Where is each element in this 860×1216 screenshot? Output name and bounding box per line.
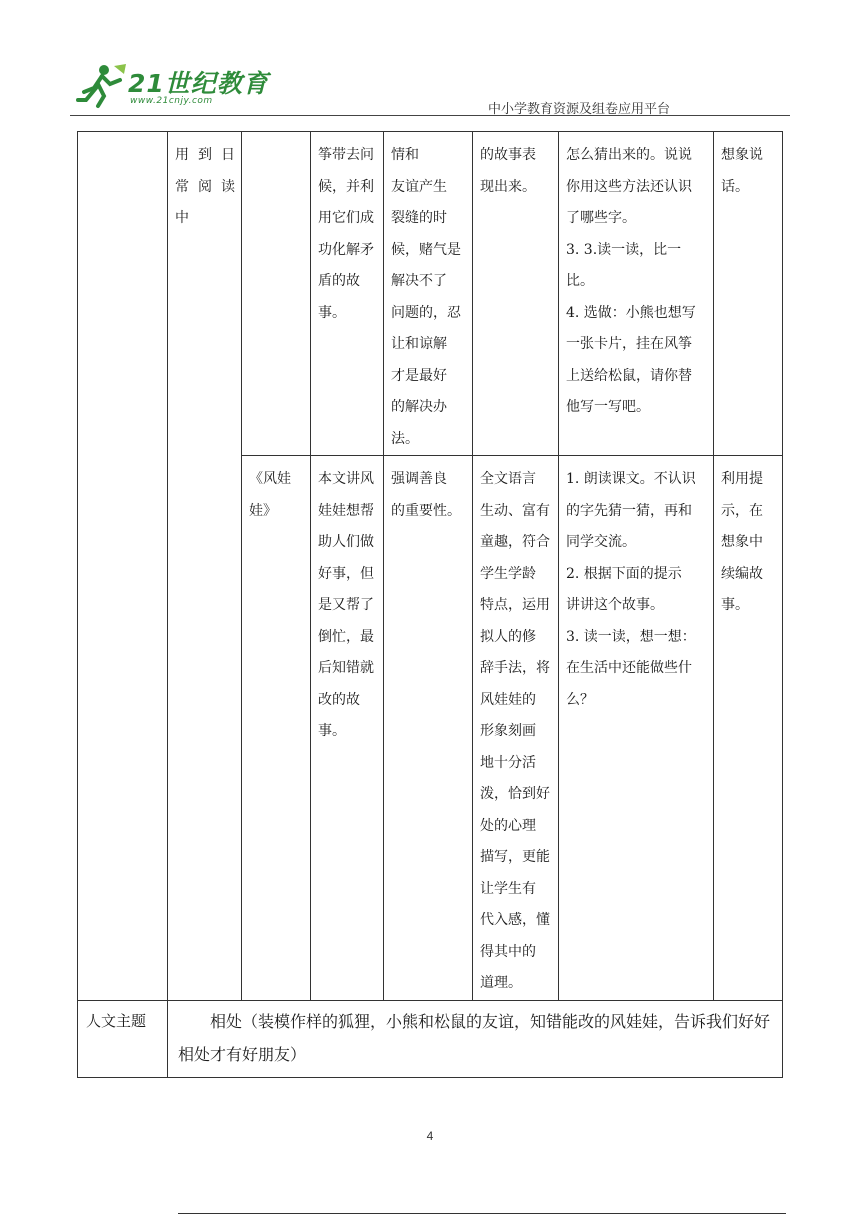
- practice-line: 讲讲这个故事。: [566, 597, 664, 613]
- lesson-title-line: 《风娃: [249, 471, 291, 487]
- feature-line: 童趣，符合: [480, 534, 550, 550]
- practice-line: 怎么猜出来的。说说: [566, 147, 692, 163]
- empty-cell: [78, 132, 168, 1001]
- feature-line: 泼，恰到好: [480, 786, 550, 802]
- feature-line: 代入感，懂: [480, 912, 550, 928]
- feature-line: 辞手法，将: [480, 660, 550, 676]
- theme-line: 让和谅解: [391, 336, 447, 352]
- content-line: 改的故: [318, 691, 360, 708]
- feature-line: 现出来。: [480, 178, 536, 195]
- feature-line: 全文语言: [480, 471, 536, 487]
- content-line: 助人们做: [318, 534, 374, 550]
- lesson-table: [77, 131, 783, 1078]
- feature-line: 的故事表: [480, 147, 536, 163]
- practice-line: 么？: [566, 691, 594, 708]
- content-line: 事。: [318, 304, 346, 321]
- practice-line: 上送给松鼠，请你替: [566, 367, 692, 384]
- theme-line: 解决不了: [391, 273, 447, 289]
- footer-divider: [178, 1213, 786, 1214]
- practice-line: 3. 3.读一读，比一: [566, 241, 682, 258]
- feature-line: 描写，更能: [480, 849, 550, 865]
- extension-line: 利用提: [721, 471, 763, 487]
- feature-line: 拟人的修: [480, 628, 536, 645]
- theme-line: 问题的，忍: [391, 304, 461, 321]
- extension-line: 想象中: [721, 534, 763, 550]
- page-header: [70, 60, 790, 116]
- practice-line: 4. 选做：小熊也想写: [566, 304, 696, 321]
- feature-line: 处的心理: [480, 817, 536, 834]
- feature-cell: [473, 132, 559, 456]
- title-cell: [242, 132, 311, 456]
- theme-line: 才是最好: [391, 367, 447, 384]
- goal-cell: [168, 132, 242, 1001]
- content-line: 事。: [318, 723, 346, 739]
- feature-line: 学生学龄: [480, 565, 536, 582]
- practice-line: 了哪些字。: [566, 210, 636, 226]
- content-line: 是又帮了: [318, 597, 374, 613]
- content-line: 功化解矛: [318, 241, 374, 258]
- logo-title: 21世纪教育: [128, 69, 269, 98]
- practice-line: 3. 读一读，想一想：: [566, 628, 696, 645]
- theme-line: 法。: [391, 430, 419, 447]
- practice-line: 同学交流。: [566, 534, 636, 550]
- theme-label: 人文主题: [86, 1011, 147, 1030]
- practice-line: 比。: [566, 273, 594, 289]
- practice-line: 2. 根据下面的提示: [566, 565, 682, 582]
- content-line: 倒忙，最: [318, 628, 374, 645]
- theme-line: 强调善良: [391, 471, 447, 487]
- theme-text-cell: [168, 1000, 783, 1077]
- theme-cell: [384, 456, 473, 1001]
- feature-line: 道理。: [480, 975, 522, 991]
- theme-line: 友谊产生: [391, 178, 447, 195]
- content-cell: [311, 456, 384, 1001]
- extension-cell: [714, 456, 783, 1001]
- content-line: 候，并利: [318, 178, 374, 195]
- theme-line: 裂缝的时: [391, 210, 447, 226]
- theme-label-cell: [78, 1000, 168, 1077]
- content-cell: [311, 132, 384, 456]
- extension-line: 想象说: [721, 147, 763, 163]
- extension-line: 示，在: [721, 502, 763, 519]
- title-cell: [242, 456, 311, 1001]
- practice-line: 在生活中还能做些什: [566, 660, 692, 676]
- extension-cell: [714, 132, 783, 456]
- logo-url: www.21cnjy.com: [130, 96, 213, 106]
- running-figure-icon: [76, 62, 128, 110]
- practice-line: 1. 朗读课文。不认识: [566, 471, 696, 487]
- content-line: 本文讲风: [318, 471, 374, 487]
- content-line: 盾的故: [318, 273, 360, 289]
- feature-line: 风娃娃的: [480, 691, 536, 708]
- practice-cell: [559, 132, 714, 456]
- content-line: 用它们成: [318, 210, 374, 226]
- content-line: 后知错就: [318, 660, 374, 676]
- logo: [76, 62, 269, 110]
- theme-line: 情和: [391, 147, 419, 163]
- feature-line: 让学生有: [480, 880, 536, 897]
- header-divider: [70, 115, 790, 116]
- feature-line: 特点，运用: [480, 597, 550, 613]
- table-row: [78, 132, 783, 456]
- theme-line: 候，赌气是: [391, 241, 461, 258]
- theme-cell: [384, 132, 473, 456]
- practice-line: 一张卡片，挂在风筝: [566, 336, 692, 352]
- goal-line: 用 到 日: [175, 147, 235, 163]
- practice-line: 你用这些方法还认识: [566, 178, 692, 195]
- content-line: 好事，但: [318, 565, 374, 582]
- table-row: [78, 1000, 783, 1077]
- platform-name: 中小学教育资源及组卷应用平台: [487, 102, 670, 117]
- lesson-title-line: 娃》: [249, 502, 277, 519]
- goal-line: 常 阅 读: [175, 178, 235, 195]
- feature-line: 形象刻画: [480, 723, 536, 739]
- practice-line: 的字先猜一猜，再和: [566, 502, 692, 519]
- goal-line: 中: [175, 210, 189, 226]
- content-line: 筝带去问: [318, 147, 374, 163]
- content-line: 娃娃想帮: [318, 502, 374, 519]
- extension-line: 续编故: [721, 565, 763, 582]
- practice-cell: [559, 456, 714, 1001]
- theme-text: 相处（装模作样的狐狸，小熊和松鼠的友谊，知错能改的风娃娃，告诉我们好好相处才有好朋友）: [178, 1011, 771, 1064]
- theme-line: 的解决办: [391, 399, 447, 415]
- practice-line: 他写一写吧。: [566, 399, 650, 415]
- feature-line: 生动、富有: [480, 502, 550, 519]
- feature-line: 得其中的: [480, 943, 536, 960]
- extension-line: 话。: [721, 178, 749, 195]
- feature-line: 地十分活: [480, 754, 536, 771]
- extension-line: 事。: [721, 597, 749, 613]
- theme-line: 的重要性。: [391, 502, 461, 519]
- feature-cell: [473, 456, 559, 1001]
- page-number: 4: [426, 1129, 434, 1143]
